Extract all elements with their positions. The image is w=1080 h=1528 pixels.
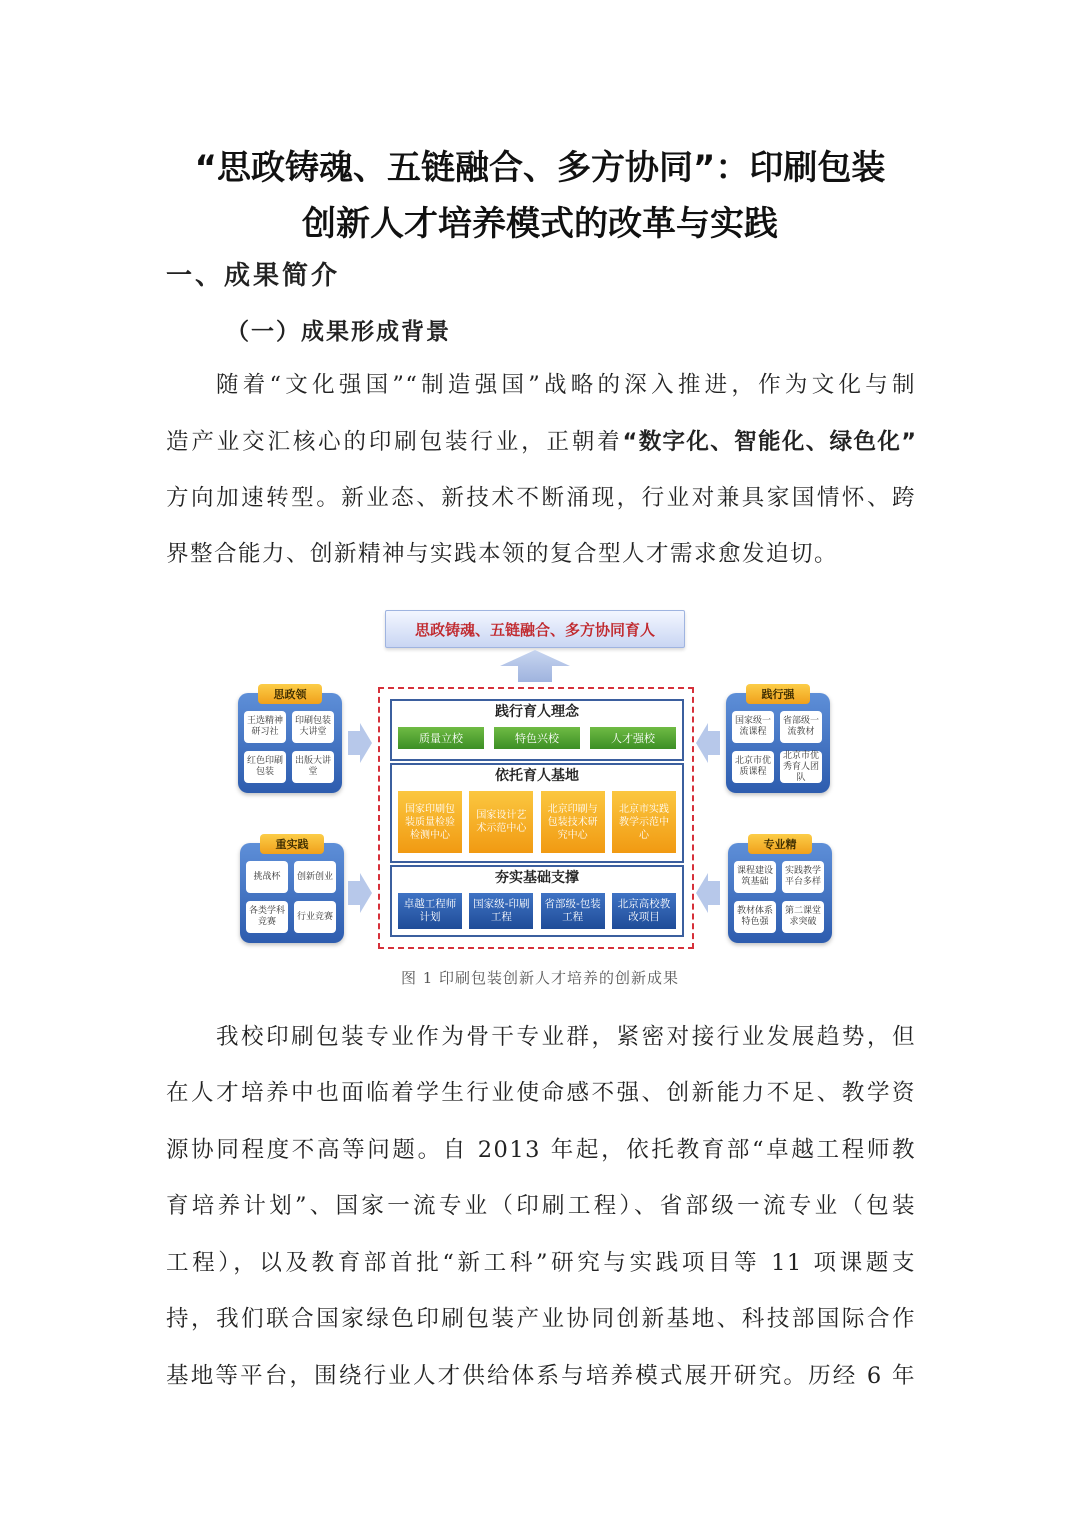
side-cell: 实践教学平台多样 [782, 861, 824, 893]
left-arrow-icon [696, 723, 720, 763]
paragraph-line: 源协同程度不高等问题。自 2013 年起，依托教育部“卓越工程师教 [166, 1137, 916, 1163]
panel-item: 北京高校教改项目 [612, 893, 676, 929]
side-block-label: 专业精 [748, 834, 812, 854]
panel-foundation [390, 865, 684, 937]
document-title-line-2: 创新人才培养模式的改革与实践 [302, 204, 778, 244]
side-cell: 各类学科竞赛 [246, 901, 288, 933]
up-arrow-icon [500, 650, 570, 682]
panel-item: 人才强校 [590, 727, 676, 749]
panel-philosophy [390, 699, 684, 761]
left-arrow-icon [696, 873, 720, 913]
paragraph-line: 育培养计划”、国家一流专业（印刷工程）、省部级一流专业（包装 [166, 1193, 916, 1219]
subsection-heading: （一）成果形成背景 [226, 318, 451, 345]
side-cell: 北京市优质课程 [732, 751, 774, 783]
panel-item: 国家印刷包装质量检验检测中心 [398, 791, 462, 853]
side-cell: 创新创业 [294, 861, 336, 893]
side-cell: 第二课堂求突破 [782, 901, 824, 933]
paragraph-line: 工程），以及教育部首批“新工科”研究与实践项目等 11 项课题支 [166, 1250, 916, 1276]
side-cell: 北京市优秀育人团队 [780, 751, 822, 783]
figure-diagram [230, 605, 850, 987]
side-cell: 省部级一流教材 [780, 711, 822, 743]
paragraph-line: 方向加速转型。新业态、新技术不断涌现，行业对兼具家国情怀、跨 [166, 485, 916, 511]
side-block-label: 重实践 [260, 834, 324, 854]
paragraph-line: 界整合能力、创新精神与实践本领的复合型人才需求愈发迫切。 [166, 541, 839, 567]
panel-item: 卓越工程师计划 [398, 893, 462, 929]
side-block-label: 思政领 [258, 684, 322, 704]
panel-item: 特色兴校 [494, 727, 580, 749]
figure-caption: 图 1 印刷包装创新人才培养的创新成果 [400, 969, 680, 987]
panel-item: 国家设计艺术示范中心 [469, 791, 533, 853]
center-framework [378, 687, 694, 949]
panel-item: 北京印刷与包装技术研究中心 [541, 791, 605, 853]
goal-banner: 思政铸魂、五链融合、多方协同育人 [385, 610, 685, 648]
side-block-expertise [728, 838, 832, 943]
paragraph-line: 持，我们联合国家绿色印刷包装产业协同创新基地、科技部国际合作 [166, 1306, 916, 1332]
side-cell: 教材体系特色强 [734, 901, 776, 933]
side-cell: 挑战杯 [246, 861, 288, 893]
paragraph-line [166, 425, 916, 459]
panel-item: 北京市实践教学示范中心 [612, 791, 676, 853]
panel-item: 质量立校 [398, 727, 484, 749]
side-cell: 国家级一流课程 [732, 711, 774, 743]
panel-item: 国家级-印刷工程 [469, 893, 533, 929]
section-heading: 一、成果简介 [166, 261, 341, 291]
panel-bases [390, 763, 684, 863]
side-block-label: 践行强 [746, 684, 810, 704]
paragraph-line: 我校印刷包装专业作为骨干专业群，紧密对接行业发展趋势，但 [216, 1024, 916, 1050]
panel-item: 省部级-包装工程 [541, 893, 605, 929]
side-block-strength [726, 688, 830, 793]
right-arrow-icon [348, 723, 372, 763]
document-title-line-1: “思政铸魂、五链融合、多方协同”：印刷包装 [194, 148, 886, 188]
right-arrow-icon [348, 873, 372, 913]
paragraph-line: 在人才培养中也面临着学生行业使命感不强、创新能力不足、教学资 [166, 1080, 916, 1106]
side-cell: 行业竞赛 [294, 901, 336, 933]
emphasis-text: “数字化、智能化、绿色化” [622, 429, 916, 455]
panel-title: 夯实基础支撑 [495, 870, 579, 886]
paragraph-text: 造产业交汇核心的印刷包装行业，正朝着 [166, 429, 623, 455]
panel-title: 践行育人理念 [495, 704, 579, 720]
side-cell: 红色印刷包装 [244, 751, 286, 783]
side-cell: 出版大讲堂 [292, 751, 334, 783]
side-block-ideology [238, 688, 342, 793]
paragraph-line: 随着“文化强国”“制造强国”战略的深入推进，作为文化与制 [216, 372, 916, 398]
side-cell: 印刷包装大讲堂 [292, 711, 334, 743]
side-cell: 王选精神研习社 [244, 711, 286, 743]
side-cell: 课程建设筑基础 [734, 861, 776, 893]
panel-title: 依托育人基地 [495, 768, 579, 784]
side-block-practice [240, 838, 344, 943]
paragraph-line: 基地等平台，围绕行业人才供给体系与培养模式展开研究。历经 6 年 [166, 1363, 916, 1389]
